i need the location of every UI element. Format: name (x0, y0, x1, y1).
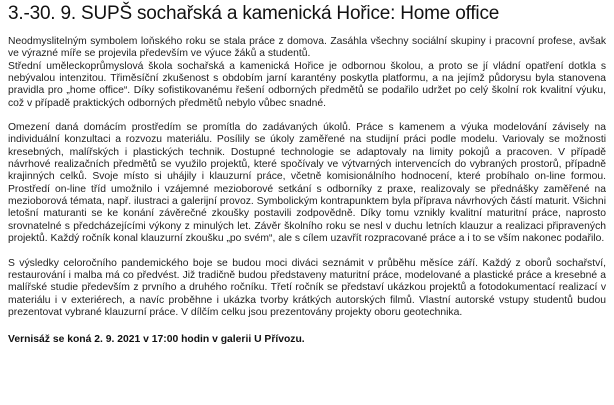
paragraph-intro: Neodmyslitelným symbolem loňského roku se stala práce z domova. Zasáhla všechny sociální skupiny i pracovní profese, avšak ve výrazné míře se projevila především ve výuce žáků a studentů. (8, 36, 606, 60)
paragraph-gap (8, 319, 606, 334)
vernissage-note: Vernisáž se koná 2. 9. 2021 v 17:00 hodin v galerii U Přívozu. (8, 334, 305, 346)
paragraph-limits: Omezení daná domácím prostředím se promítla do zadávaných úkolů. Práce s kamenem a výuka modelování závisely na individuální konzultaci a rozvozu materiálu. Posílily se úkoly zaměřené na studijní práci podle modelu. Variovaly se možnosti kresebných, malířských i plastických technik. Dostupné technologie se adaptovaly na limity pokojů a pracoven. V případě návrhové realizačních předmětů se využilo projektů, které spočívaly ve výtvarných intervencích do vybraných prostorů, případně krajinných celků. Svoje místo si uhájily i klauzurní práce, včetně komisionálního hodnocení, které probíhalo on-line formou. Prostředí on-line tříd umožnilo i vzájemné mezioborové setkání s odborníky z praxe, realizovaly se přednášky zaměřené na mezioborová témata, např. ilustraci a galerijní provoz. Symbolickým kontrapunktem byla příprava návrhových částí maturit. Všichni letošní maturanti se ke konání závěrečné zkoušky postavili zodpovědně. Díky tomu vznikly kvalitní maturitní práce, naprosto srovnatelné s předcházejícími výkony z minulých let. Závěr školního roku se nesl v duchu letních klauzur a realizaci připravených projektů. Každý ročník konal klauzurní zkoušku „po svém“, ale s cílem uzavřít rozpracované práce a i to se vším nakonec podařilo. (8, 122, 606, 245)
paragraph-exhibition: S výsledky celoročního pandemického boje se budou moci diváci seznámit v průběhu měsíce září. Každý z oborů sochařství, restaurování i malba má co předvést. Již tradičně budou představeny maturitní práce, modelované a plastické práce a kresebné a malířské studie především z prvního a druhého ročníku. Třetí ročník se představí ukázkou projektů a fotodokumentací realizací v materiálu i v exteriérech, a navíc proběhne i ukázka tvorby krátkých autorských filmů. Vlastní autorské vstupy studentů budou prezentovat vybrané klauzurní práce. V dílčím celku jsou prezentovány projekty oboru geotechnika. (8, 257, 606, 318)
paragraph-school: Střední uměleckoprůmyslová škola sochařská a kamenická Hořice je odbornou školou, a proto se jí vládní opatření dotkla s nebývalou intenzitou. Třiměsíční zkušenost s obdobím jarní karantény poskytla platformu, a na jejímž půdorysu byla stanovena pravidla pro „home office“. Díky sofistikovanému řešení odborných předmětů se podařilo udržet po celý školní rok kvalitní výuku, což v případě praktických odborných předmětů nebylo vůbec snadné. (8, 60, 606, 109)
paragraph-gap (8, 110, 606, 122)
page-title: 3.-30. 9. SUPŠ sochařská a kamenická Hořice: Home office (8, 3, 500, 24)
paragraph-gap (8, 246, 606, 258)
